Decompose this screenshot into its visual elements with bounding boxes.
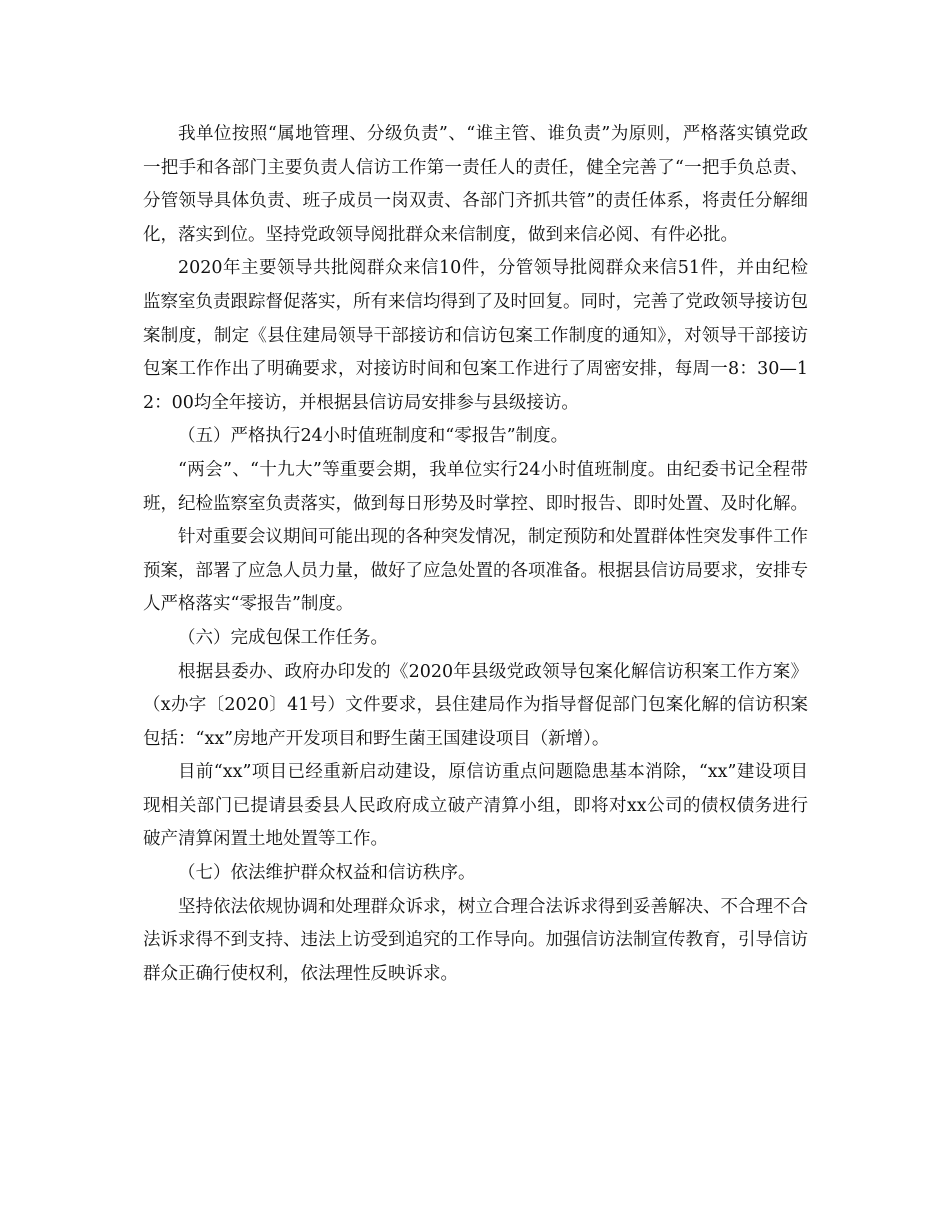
section-heading-six: （六）完成包保工作任务。 bbox=[178, 627, 388, 648]
paragraph-responsibility-system: 我单位按照“属地管理、分级负责”、“谁主管、谁负责”为原则，严格落实镇党政一把手和各部门主要负责人信访工作第一责任人的责任，健全完善了“一把手负总责、分管领导具体负责、班子成员一岗双责、各部门齐抓共管”的责任体系，将责任分解细化，落实到位。坚持党政领导阅批群众来信制度，做到来信必阅、有件必批。 bbox=[143, 124, 808, 245]
paragraph-project-status: 目前“xx”项目已经重新启动建设，原信访重点问题隐患基本消除，“xx”建设项目现相关部门已提请县委县人民政府成立破产清算小组，即将对xx公司的债权债务进行破产清算闲置土地处置等工作。 bbox=[143, 762, 808, 850]
paragraph-letters-and-visits: 2020年主要领导共批阅群众来信10件，分管领导批阅群众来信51件，并由纪检监察室负责跟踪督促落实，所有来信均得到了及时回复。同时，完善了党政领导接访包案制度，制定《县住建局领导干部接访和信访包案工作制度的通知》，对领导干部接访包案工作作出了明确要求，对接访时间和包案工作进行了周密安排，每周一8：30—12：00均全年接访，并根据县信访局安排参与县级接访。 bbox=[143, 258, 808, 413]
paragraph-rights-protection: 坚持依法依规协调和处理群众诉求，树立合理合法诉求得到妥善解决、不合理不合法诉求得不到支持、违法上访受到追究的工作导向。加强信访法制宣传教育，引导信访群众正确行使权利，依法理性反映诉求。 bbox=[143, 896, 808, 984]
document-body bbox=[143, 118, 808, 991]
paragraph-duty-system: “两会”、“十九大”等重要会期，我单位实行24小时值班制度。由纪委书记全程带班，纪检监察室负责落实，做到每日形势及时掌控、即时报告、即时处置、及时化解。 bbox=[143, 459, 808, 514]
paragraph-emergency-plan: 针对重要会议期间可能出现的各种突发情况，制定预防和处置群体性突发事件工作预案，部署了应急人员力量，做好了应急处置的各项准备。根据县信访局要求，安排专人严格落实“零报告”制度。 bbox=[143, 527, 808, 615]
section-heading-five: （五）严格执行24小时值班制度和“零报告”制度。 bbox=[178, 426, 569, 447]
paragraph-case-tasks: 根据县委办、政府办印发的《2020年县级党政领导包案化解信访积案工作方案》（x办字〔2020〕41号）文件要求，县住建局作为指导督促部门包案化解的信访积案包括：“xx”房地产开发项目和野生菌王国建设项目（新增）。 bbox=[143, 661, 808, 749]
section-heading-seven: （七）依法维护群众权益和信访秩序。 bbox=[178, 863, 476, 884]
